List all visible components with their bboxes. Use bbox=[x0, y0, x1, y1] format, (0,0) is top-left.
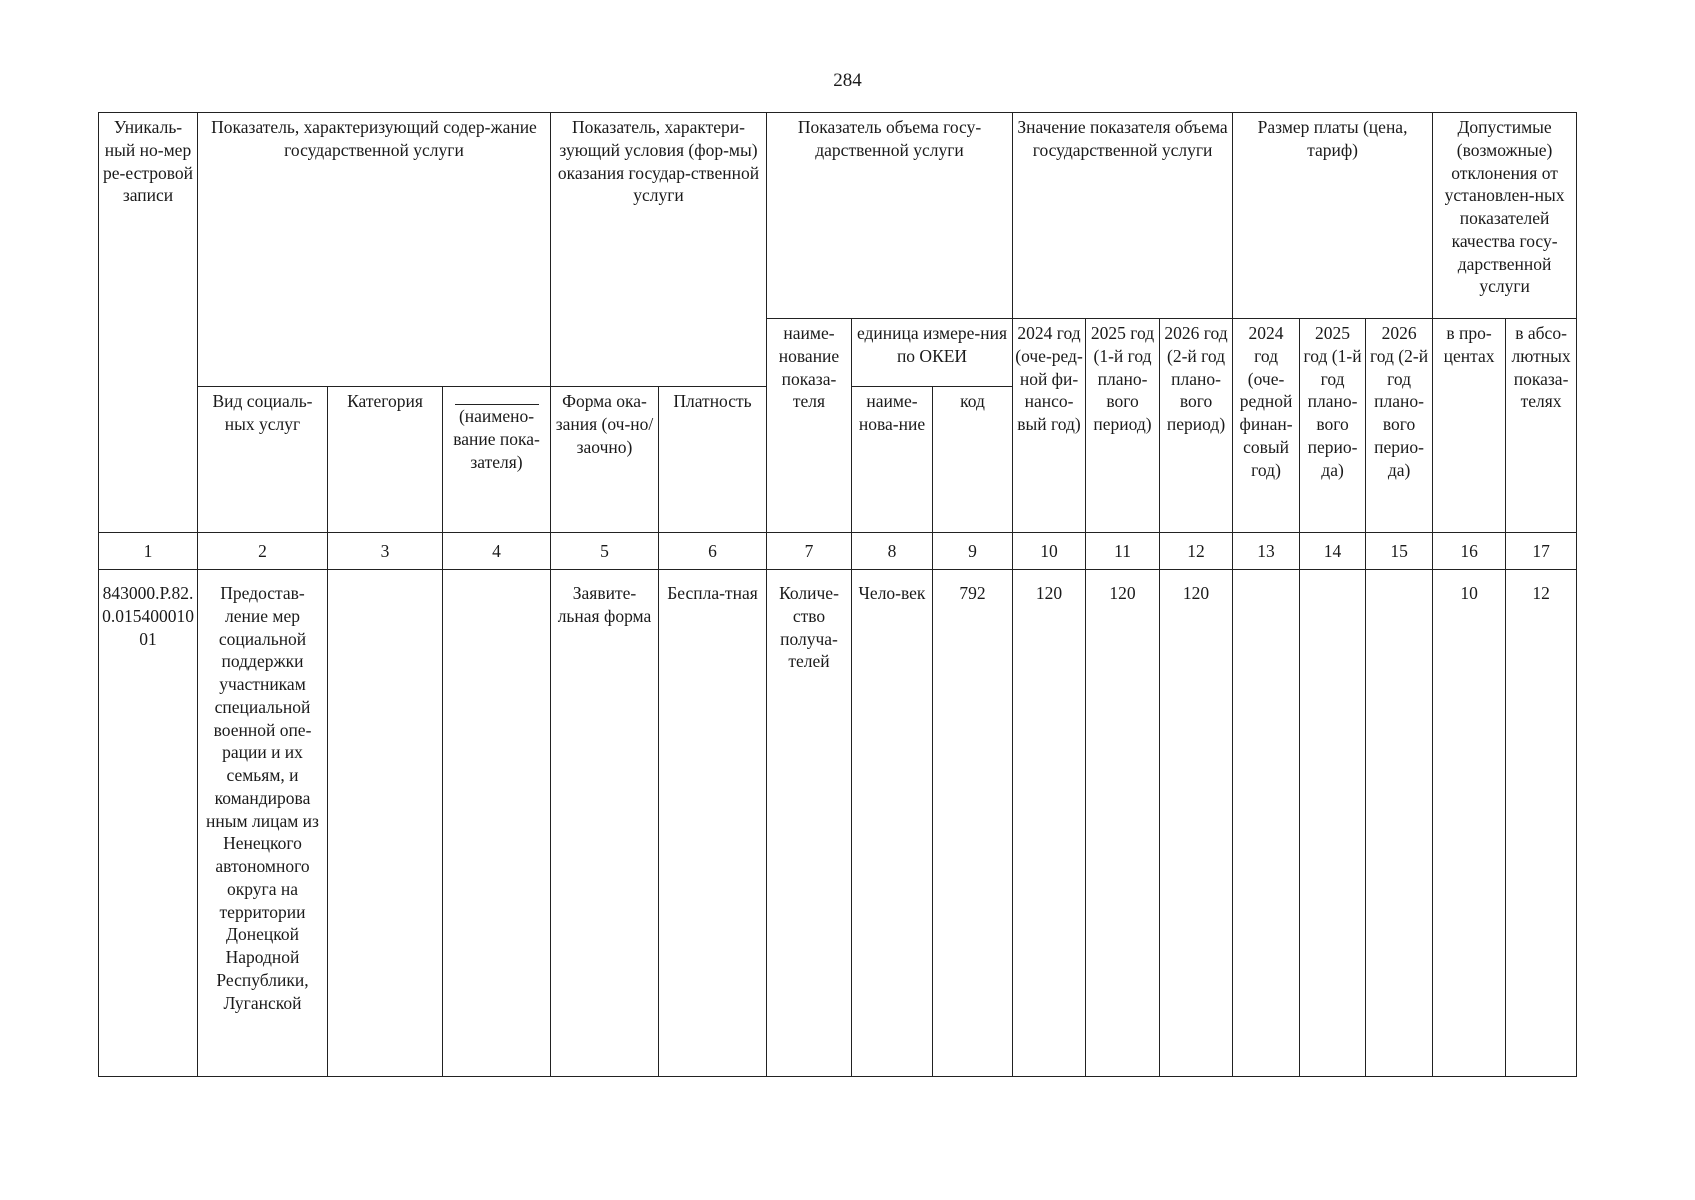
header-category: Категория bbox=[328, 387, 443, 533]
cell-fee-2024 bbox=[1233, 570, 1300, 1077]
header-okei-code: код bbox=[933, 387, 1013, 533]
cell-vol-2026: 120 bbox=[1160, 570, 1233, 1077]
header-okei-unit: единица измере-ния по ОКЕИ bbox=[852, 319, 1013, 387]
cell-fee-2025 bbox=[1300, 570, 1366, 1077]
cell-fee-2026 bbox=[1366, 570, 1433, 1077]
column-number: 2 bbox=[198, 533, 328, 570]
cell-indicator-4 bbox=[443, 570, 551, 1077]
cell-vol-2024: 120 bbox=[1013, 570, 1086, 1077]
header-volume-indicator: Показатель объема госу-дарственной услуги bbox=[767, 113, 1013, 319]
cell-okei-name: Чело-век bbox=[852, 570, 933, 1077]
header-indicator-name: наиме-нование показа-теля bbox=[767, 319, 852, 533]
cell-dev-absolute: 12 bbox=[1506, 570, 1577, 1077]
header-fee-2025: 2025 год (1-й год плано-вого перио-да) bbox=[1300, 319, 1366, 533]
column-number: 7 bbox=[767, 533, 852, 570]
header-fee-2026: 2026 год (2-й год плано-вого перио-да) bbox=[1366, 319, 1433, 533]
column-number: 16 bbox=[1433, 533, 1506, 570]
blank-underline bbox=[455, 404, 539, 405]
column-number: 15 bbox=[1366, 533, 1433, 570]
header-content-indicator: Показатель, характеризующий содер-жание государственной услуги bbox=[198, 113, 551, 387]
cell-vol-2025: 120 bbox=[1086, 570, 1160, 1077]
column-number: 11 bbox=[1086, 533, 1160, 570]
column-number: 3 bbox=[328, 533, 443, 570]
column-number: 4 bbox=[443, 533, 551, 570]
header-volume-value: Значение показателя объема государственной услуги bbox=[1013, 113, 1233, 319]
column-number: 10 bbox=[1013, 533, 1086, 570]
column-number: 5 bbox=[551, 533, 659, 570]
header-vol-2024: 2024 год (оче-ред-ной фи-нансо-вый год) bbox=[1013, 319, 1086, 533]
page-number: 284 bbox=[833, 70, 862, 91]
service-indicators-table bbox=[98, 112, 1577, 1077]
cell-payment: Беспла-тная bbox=[659, 570, 767, 1077]
column-number: 17 bbox=[1506, 533, 1577, 570]
header-okei-name: наиме-нова-ние bbox=[852, 387, 933, 533]
header-social-service-type: Вид социаль-ных услуг bbox=[198, 387, 328, 533]
column-number: 12 bbox=[1160, 533, 1233, 570]
header-service-form: Форма ока-зания (оч-но/заочно) bbox=[551, 387, 659, 533]
header-vol-2026: 2026 год (2-й год плано-вого период) bbox=[1160, 319, 1233, 533]
cell-indicator-name: Количе-ство получа-телей bbox=[767, 570, 852, 1077]
header-indicator-name-placeholder: (наимено-вание пока-зателя) bbox=[453, 406, 540, 472]
column-number: 6 bbox=[659, 533, 767, 570]
header-dev-percent: в про-центах bbox=[1433, 319, 1506, 533]
column-number: 9 bbox=[933, 533, 1013, 570]
cell-okei-code: 792 bbox=[933, 570, 1013, 1077]
cell-category bbox=[328, 570, 443, 1077]
column-number: 14 bbox=[1300, 533, 1366, 570]
header-conditions-indicator: Показатель, характери-зующий условия (фор-мы) оказания государ-ственной услуги bbox=[551, 113, 767, 387]
column-number: 8 bbox=[852, 533, 933, 570]
header-deviations: Допустимые (возможные) отклонения от установлен-ных показателей качества госу-дарственной услуги bbox=[1433, 113, 1577, 319]
column-number-row bbox=[99, 533, 1577, 570]
column-number: 1 bbox=[99, 533, 198, 570]
header-fee: Размер платы (цена, тариф) bbox=[1233, 113, 1433, 319]
cell-service-form: Заявите-льная форма bbox=[551, 570, 659, 1077]
header-payment: Платность bbox=[659, 387, 767, 533]
header-col4 bbox=[443, 387, 551, 533]
header-dev-absolute: в абсо-лютных показа-телях bbox=[1506, 319, 1577, 533]
header-fee-2024: 2024 год (оче-редной финан-совый год) bbox=[1233, 319, 1300, 533]
column-number: 13 bbox=[1233, 533, 1300, 570]
header-vol-2025: 2025 год (1-й год плано-вого период) bbox=[1086, 319, 1160, 533]
cell-social-service-type: Предостав-ление мер социальной поддержки участникам специальной военной опе-рации и их семьям, и командирова нным лицам из Ненецкого автономного округа на территории Донецкой Народной Республики, Луганской bbox=[198, 570, 328, 1077]
cell-dev-percent: 10 bbox=[1433, 570, 1506, 1077]
table-row bbox=[99, 570, 1577, 1077]
header-unique-number: Уникаль-ный но-мер ре-естровой записи bbox=[99, 113, 198, 533]
cell-registry-number: 843000.Р.82.0.01540001001 bbox=[99, 570, 198, 1077]
